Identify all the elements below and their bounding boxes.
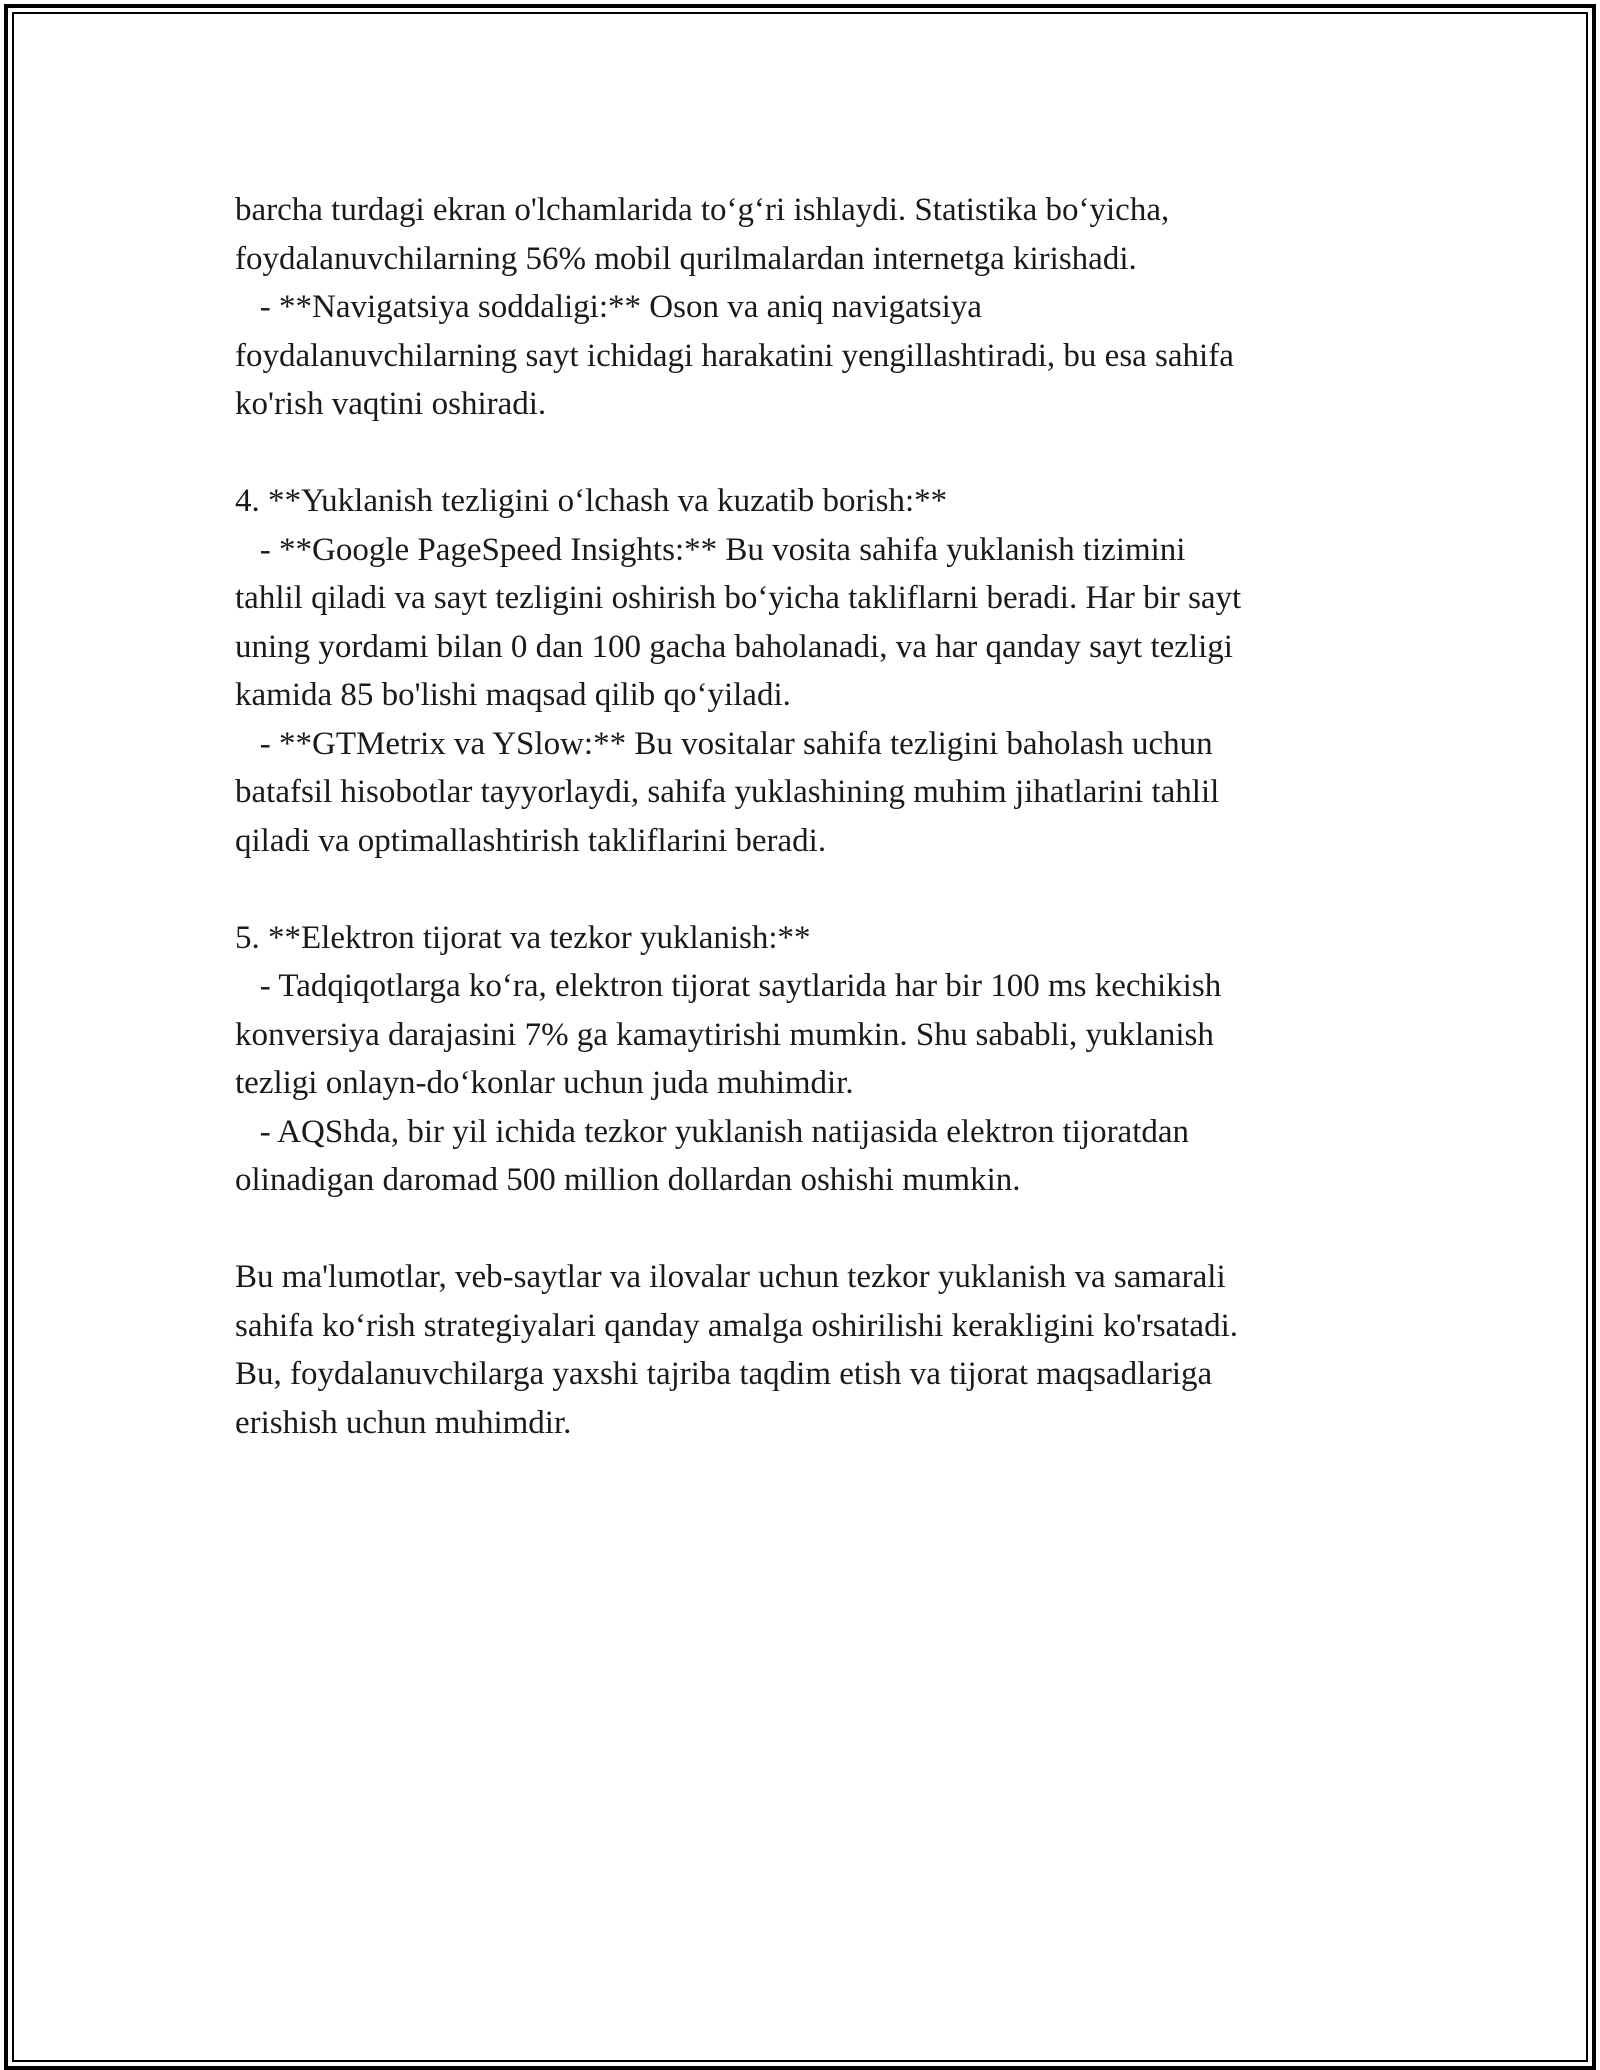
text-line: kamida 85 bo'lishi maqsad qilib qo‘yiladi.	[235, 677, 791, 713]
text-line: Bu ma'lumotlar, veb-saytlar va ilovalar uchun tezkor yuklanish va samarali	[235, 1259, 1226, 1295]
text-line: sahifa ko‘rish strategiyalari qanday amalga oshirilishi kerakligini ko'rsatadi.	[235, 1307, 1238, 1344]
text-line: olinadigan daromad 500 million dollardan oshishi mumkin.	[235, 1162, 1021, 1198]
text-line: - AQShda, bir yil ichida tezkor yuklanish natijasida elektron tijoratdan	[235, 1113, 1190, 1150]
text-line: erishish uchun muhimdir.	[235, 1404, 572, 1441]
text-line: qiladi va optimallashtirish takliflarini beradi.	[235, 822, 827, 859]
text-line: tezligi onlayn-do‘konlar uchun juda muhimdir.	[235, 1065, 854, 1101]
text-line: tahlil qiladi va sayt tezligini oshirish bo‘yicha takliflarni beradi. Har bir sayt	[235, 580, 1242, 616]
section-4-load-speed-measurement	[235, 477, 1375, 865]
text-line: ko'rish vaqtini oshiradi.	[235, 386, 547, 422]
document-body	[235, 186, 1375, 1447]
text-line: Bu, foydalanuvchilarga yaxshi tajriba taqdim etish va tijorat maqsadlariga	[235, 1356, 1213, 1392]
text-line: uning yordami bilan 0 dan 100 gacha baholanadi, va har qanday sayt tezligi	[235, 628, 1233, 665]
section-heading: 4. **Yuklanish tezligini o‘lchash va kuzatib borish:**	[235, 483, 948, 519]
text-line: foydalanuvchilarning 56% mobil qurilmalardan internetga kirishadi.	[235, 240, 1137, 277]
text-line: konversiya darajasini 7% ga kamaytirishi mumkin. Shu sababli, yuklanish	[235, 1016, 1214, 1053]
paragraph-responsive-design	[235, 186, 1375, 429]
section-heading: 5. **Elektron tijorat va tezkor yuklanish:**	[235, 919, 811, 956]
text-line: foydalanuvchilarning sayt ichidagi harakatini yengillashtiradi, bu esa sahifa	[235, 337, 1234, 374]
text-line: barcha turdagi ekran o'lchamlarida to‘g‘ri ishlaydi. Statistika bo‘yicha,	[235, 192, 1170, 228]
text-line: - **Google PageSpeed Insights:** Bu vosita sahifa yuklanish tizimini	[235, 531, 1186, 568]
paragraph-spacer	[235, 865, 1375, 914]
text-line: batafsil hisobotlar tayyorlaydi, sahifa yuklashining muhim jihatlarini tahlil	[235, 774, 1220, 810]
paragraph-spacer	[235, 429, 1375, 478]
paragraph-spacer	[235, 1205, 1375, 1254]
section-5-ecommerce	[235, 914, 1375, 1205]
text-line: - **Navigatsiya soddaligi:** Oson va aniq navigatsiya	[235, 289, 982, 325]
text-line: - Tadqiqotlarga ko‘ra, elektron tijorat saytlarida har bir 100 ms kechikish	[235, 968, 1222, 1004]
text-line: - **GTMetrix va YSlow:** Bu vositalar sahifa tezligini baholash uchun	[235, 725, 1213, 762]
paragraph-conclusion	[235, 1253, 1375, 1447]
